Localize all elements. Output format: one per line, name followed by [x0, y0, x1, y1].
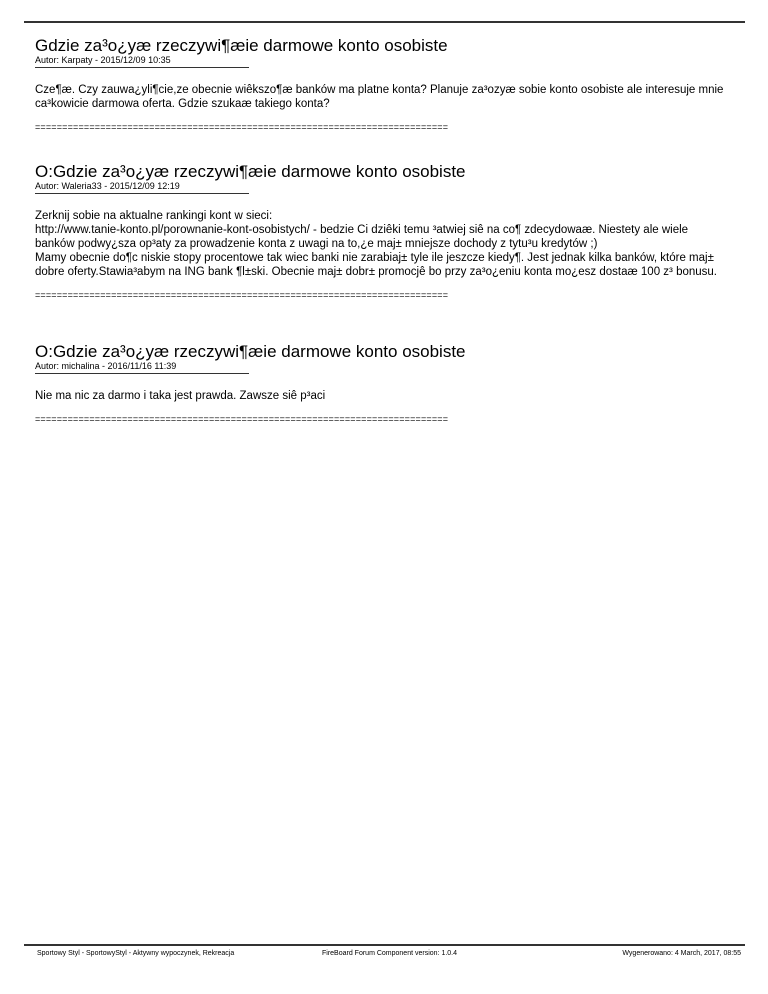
- post-title: O:Gdzie za³o¿yæ rzeczywi¶æie darmowe konto osobiste: [35, 162, 466, 181]
- post-body: Cze¶æ. Czy zauwa¿yli¶cie,ze obecnie wiêkszo¶æ banków ma platne konta? Planuje za³ozyæ sobie konto osobiste ale interesuje mnie ca³kowicie darmowa oferta. Gdzie szukaæ takiego konta?: [35, 84, 724, 110]
- post-title: Gdzie za³o¿yæ rzeczywi¶æie darmowe konto osobiste: [35, 36, 448, 55]
- post-separator: ============================================================================: [35, 414, 449, 424]
- meta-divider: [35, 373, 249, 374]
- post-1: [35, 36, 725, 132]
- bottom-rule: [24, 944, 745, 946]
- post-title: O:Gdzie za³o¿yæ rzeczywi¶æie darmowe konto osobiste: [35, 342, 466, 361]
- post-3: [35, 342, 725, 424]
- post-author-date: Autor: michalina - 2016/11/16 11:39: [35, 361, 177, 371]
- meta-divider: [35, 67, 249, 68]
- post-separator: ============================================================================: [35, 290, 449, 300]
- footer-generated-date: Wygenerowano: 4 March, 2017, 08:55: [622, 950, 741, 957]
- meta-divider: [35, 193, 249, 194]
- footer-site-name: Sportowy Styl - SportowyStyl - Aktywny wypoczynek, Rekreacja: [37, 950, 235, 957]
- post-author-date: Autor: Karpaty - 2015/12/09 10:35: [35, 55, 171, 65]
- post-2: [35, 162, 725, 300]
- post-author-date: Autor: Waleria33 - 2015/12/09 12:19: [35, 181, 180, 191]
- top-rule: [24, 21, 745, 23]
- post-body: Nie ma nic za darmo i taka jest prawda. Zawsze siê p³aci: [35, 390, 326, 402]
- footer-component-version: FireBoard Forum Component version: 1.0.4: [322, 950, 458, 957]
- post-body: Zerknij sobie na aktualne rankingi kont w sieci: http://www.tanie-konto.pl/porownanie-kont-osobistych/ - bedzie Ci dziêki temu ³atwiej siê na co¶ zdecydowaæ. Niestety ale wiele banków podwy¿sza op³aty za prowadzenie konta z uwagi na to,¿e maj± mniejsze dochody z tytu³u kredytów ;) Mamy obecnie do¶c niskie stopy procentowe tak wiec banki nie zarabiaj± tyle ile jeszcze kiedy¶. Jest jednak kilka banków, które maj± dobre oferty.Stawia³abym na ING bank ¶l±ski. Obecnie maj± dobr± promocjê bo przy za³o¿eniu konta mo¿esz dostaæ 100 z³ bonusu.: [35, 210, 717, 278]
- post-separator: ============================================================================: [35, 122, 449, 132]
